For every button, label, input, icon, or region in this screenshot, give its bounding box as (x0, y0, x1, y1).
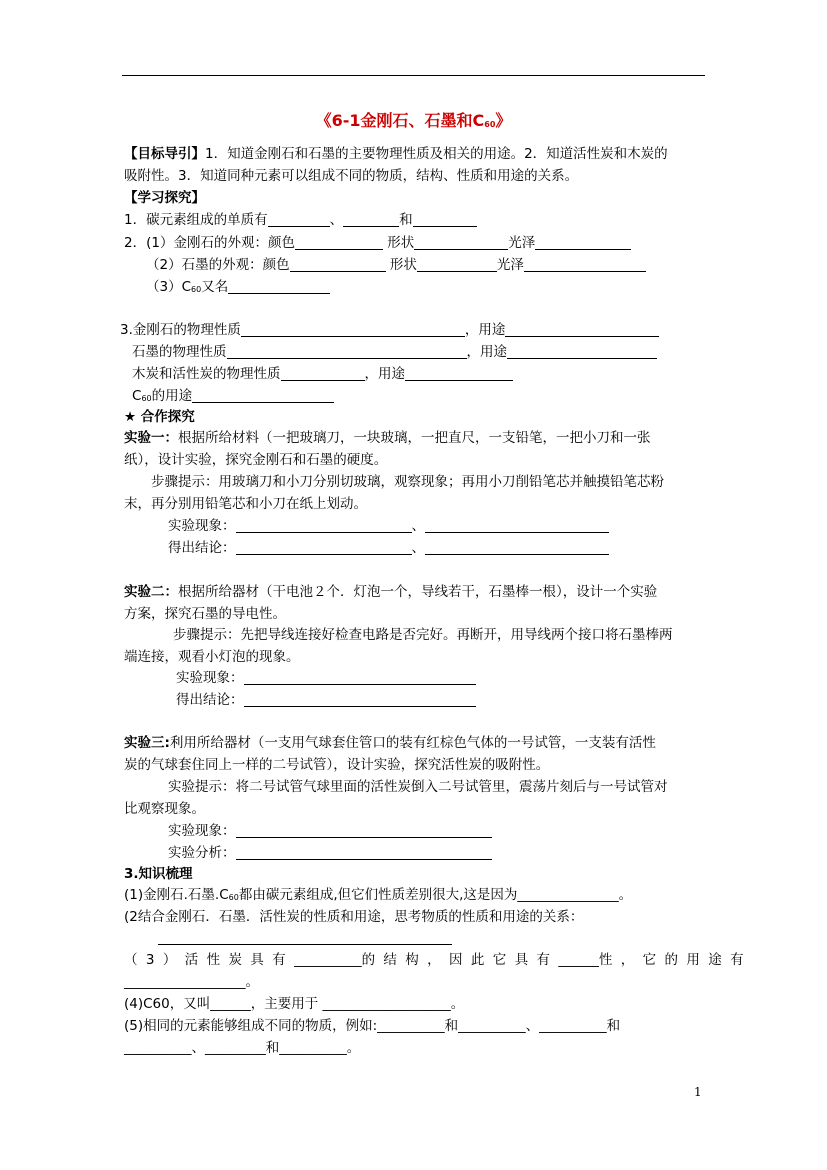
review-r5: (5)相同的元素能够组成不同的物质，例如:__________和__________、__________和 (124, 1018, 621, 1034)
study-q3-2: 石墨的物理性质 ，用途 (132, 341, 827, 363)
goal-line-1: 【目标导引】1．知道金刚石和石墨的主要物理性质及相关的用途。2．知道活性炭和木炭的 (124, 146, 668, 162)
study-q2-1: 2．(1）金刚石的外观：颜色 形状 光泽 (124, 232, 827, 254)
page-title: 《6-1金刚石、石墨和$C_{60}$》 (315, 111, 512, 130)
review-r3-cont: __________________。 (124, 974, 259, 990)
blank[interactable] (244, 669, 476, 685)
blank[interactable] (241, 321, 465, 337)
blank[interactable] (236, 822, 492, 838)
blank[interactable] (413, 211, 477, 227)
study-q2-3: $(3)C_{60}$又名 (146, 276, 827, 298)
blank[interactable] (405, 365, 513, 381)
blank[interactable] (425, 539, 609, 555)
blank[interactable] (244, 691, 476, 707)
study-q3-4: $C_{60}$的用途 (132, 385, 827, 407)
review-r4: (4)C60，又叫______，主要用于 ___________________。 (124, 996, 465, 1012)
blank[interactable] (281, 365, 365, 381)
exp3-observation: 实验现象： (168, 820, 827, 842)
study-q2-2: （2）石墨的外观：颜色 形状 光泽 (146, 254, 827, 276)
blank[interactable] (343, 211, 399, 227)
blank[interactable] (236, 844, 492, 860)
blank[interactable] (535, 234, 631, 250)
study-q3-1: 3.金刚石的物理性质 ，用途 (120, 319, 827, 341)
study-q3-3: 木炭和活性炭的物理性质 ，用途 (132, 363, 827, 385)
exp2-line-2: 方案，探究石墨的导电性。 (124, 606, 286, 622)
blank[interactable] (417, 256, 497, 272)
exp2-conclusion: 得出结论： (176, 689, 827, 711)
exp2-line-1: 实验二：根据所给器材（干电池２个．灯泡一个，导线若干，石墨棒一根），设计一个实验 (124, 584, 658, 600)
exp2-line-3: 步骤提示：先把导线连接好检查电路是否完好。再断开，用导线两个接口将石墨棒两 (173, 627, 673, 643)
blank[interactable] (524, 256, 646, 272)
page-number: 1 (694, 1085, 702, 1099)
blank[interactable] (414, 234, 508, 250)
blank[interactable] (505, 321, 659, 337)
goal-line-2: 吸附性。3．知道同种元素可以组成不同的物质，结构、性质和用途的关系。 (124, 168, 579, 184)
exp3-line-1: 实验三:利用所给器材（一支用气球套住管口的装有红棕色气体的一号试管，一支装有活性 (124, 735, 656, 751)
blank[interactable] (158, 929, 452, 945)
exp1-line-2: 纸），设计实验，探究金刚石和石墨的硬度。 (124, 452, 388, 468)
exp1-line-4: 末，再分别用铅笔芯和小刀在纸上划动。 (124, 496, 367, 512)
exp1-line-1: 实验一：根据所给材料（一把玻璃刀，一块玻璃，一把直尺，一支铅笔，一把小刀和一张 (124, 430, 651, 446)
review-r3: （3）活性炭具有__________的结构，因此它具有______性，它的用途有 (124, 952, 752, 968)
blank[interactable] (425, 517, 609, 533)
study-heading: 【学习探究】 (124, 190, 205, 206)
exp3-analysis: 实验分析： (168, 842, 827, 864)
blank[interactable] (236, 517, 412, 533)
blank[interactable] (236, 539, 412, 555)
exp3-line-2: 炭的气球套住同上一样的二号试管），设计实验，探究活性炭的吸附性。 (124, 757, 550, 773)
exp1-line-3: 步骤提示：用玻璃刀和小刀分别切玻璃，观察现象；再用小刀削铅笔芯并触摸铅笔芯粉 (151, 474, 664, 490)
coop-heading: ★ 合作探究 (124, 409, 195, 425)
blank[interactable] (228, 278, 330, 294)
exp2-observation: 实验现象： (176, 667, 827, 689)
blank[interactable] (227, 343, 467, 359)
header-rule (122, 75, 705, 76)
blank[interactable] (192, 387, 334, 403)
blank[interactable] (295, 234, 383, 250)
review-r1: (1)金刚石.石墨$.C_{60}$都由碳元素组成,但它们性质差别很大,这是因为_______________。 (124, 887, 633, 903)
study-q1: 1．碳元素组成的单质有 、 和 (124, 209, 827, 231)
exp1-observation: 实验现象： 、 (168, 515, 827, 537)
exp1-conclusion: 得出结论： 、 (168, 537, 827, 559)
review-r2: (2结合金刚石．石墨．活性炭的性质和用途，思考物质的性质和用途的关系： (124, 909, 584, 925)
review-r2-blank-line (158, 927, 827, 949)
review-heading: 3.知识梳理 (124, 866, 193, 882)
exp2-line-4: 端连接，观看小灯泡的现象。 (124, 649, 300, 665)
blank[interactable] (268, 211, 330, 227)
blank[interactable] (507, 343, 657, 359)
exp3-line-3: 实验提示：将二号试管气球里面的活性炭倒入二号试管里，震荡片刻后与一号试管对 (168, 779, 668, 795)
review-r5-cont: __________、_________和__________。 (124, 1040, 361, 1056)
blank[interactable] (290, 256, 386, 272)
exp3-line-4: 比观察现象。 (124, 801, 205, 817)
